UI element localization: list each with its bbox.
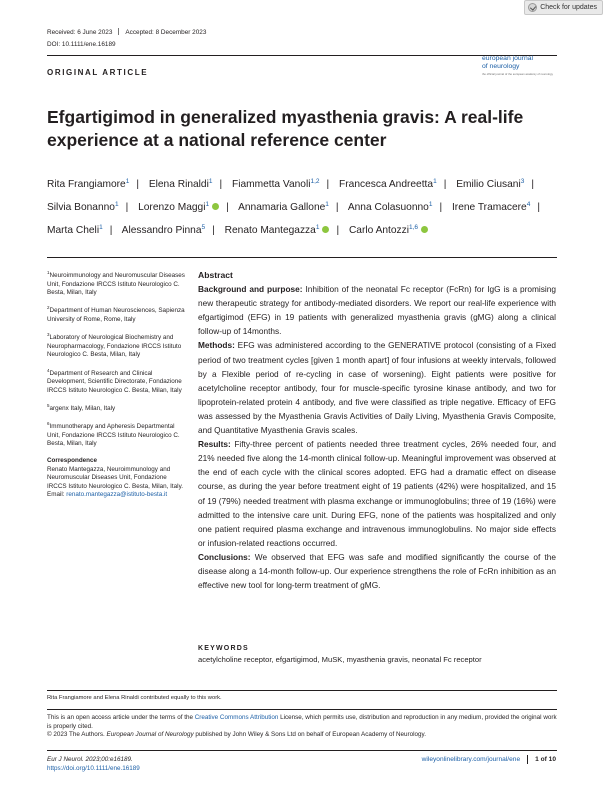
author-entry [122,225,222,236]
author-affiliation-sup[interactable]: 1 [208,178,213,185]
author-affiliation-sup[interactable]: 3 [520,178,525,185]
orcid-icon[interactable] [212,203,219,210]
author-name[interactable]: Irene Tramacere [451,202,527,213]
affiliation-number: 2 [47,305,50,311]
journal-name-line1: european journal [482,55,534,62]
equal-contribution-note: Rita Frangiamore and Elena Rinaldi contributed equally to this work. [47,695,222,701]
author-list [47,172,559,241]
received-date: Received: 6 June 2023 [47,29,113,36]
abstract-section-label: Results: [198,439,231,450]
affiliation-number: 4 [47,367,50,373]
author-affiliation-sup[interactable]: 5 [201,224,206,231]
license-pre: This is an open access article under the terms of the [47,714,195,721]
footer-right [422,755,556,764]
author-name[interactable]: Silvia Bonanno [47,202,115,213]
journal-tagline: the official journal of the european academy of neurology [482,73,553,76]
author-name[interactable]: Rita Frangiamore [47,179,126,190]
author-entry [225,225,346,236]
author-entry [149,179,229,190]
license-post: License, which permits use, distribution and reproduction in any medium, provided the original work is properly cited. [47,714,557,730]
author-separator: | [219,179,223,190]
affiliation-item [47,331,185,360]
author-separator: | [125,202,129,213]
journal-site-link[interactable]: wileyonlinelibrary.com/journal/ene [421,756,521,763]
license-note [47,714,562,740]
author-affiliation-sup[interactable]: 1 [125,178,130,185]
affiliation-item [47,367,185,396]
author-affiliation-sup[interactable]: 1 [315,224,320,231]
author-name[interactable]: Elena Rinaldi [148,179,209,190]
author-affiliation-sup[interactable]: 1 [205,201,210,208]
copyright-pre: © 2023 The Authors. [47,731,107,739]
abstract-section [198,282,556,338]
affiliation-number: 5 [47,402,50,408]
abstract-section [198,437,556,550]
affiliation-item [47,420,185,449]
keywords-heading: KEYWORDS [198,645,249,652]
abstract-sections [198,282,556,592]
doi-header[interactable]: DOI: 10.1111/ene.16189 [47,41,116,48]
affiliation-item [47,402,185,414]
author-affiliation-sup[interactable]: 1 [433,178,437,185]
author-entry [232,179,336,190]
check-for-updates-label: Check for updates [540,4,597,11]
author-separator: | [136,179,139,190]
author-affiliation-sup[interactable]: 4 [526,201,531,208]
affiliation-item [47,269,185,298]
author-separator: | [443,179,447,190]
abstract-heading: Abstract [198,270,233,280]
author-affiliation-sup[interactable]: 1,2 [310,178,320,185]
license-link[interactable]: Creative Commons Attribution [194,714,279,721]
footer-rule-1 [47,690,557,691]
abstract-section-text: Inhibition of the neonatal Fc receptor (FcRn) for IgG is a promising new therapeutic strategy for antibody-mediated disorders. We report our real-life experience with efgartigimod (EFG) in 19 patients with generalized myasthenia gravis (gMG) along a clinical follow-up of 14months. [198,284,556,337]
affiliation-text: Laboratory of Neurological Biochemistry and Neuropharmacology, Fondazione IRCCS Istituto Neurologico C. Besta, Milan, Italy [47,334,182,359]
orcid-icon[interactable] [421,226,428,233]
email-label: Email: [47,491,65,499]
author-name[interactable]: Carlo Antozzi [348,225,409,236]
citation-block [47,756,140,773]
abstract-section-label: Methods: [198,340,235,351]
author-separator: | [335,202,339,213]
affiliation-text: argenx Italy, Milan, Italy [49,405,116,412]
abstract [198,268,556,592]
article-type: ORIGINAL ARTICLE [47,68,149,77]
author-entry [47,202,135,213]
author-name[interactable]: Alessandro Pinna [121,225,202,236]
author-entry [339,179,453,190]
authors-rule [47,257,557,258]
journal-logo[interactable] [482,55,553,79]
correspondence-email-line [47,491,185,500]
header-rule [47,55,557,56]
affiliation-number: 6 [47,421,50,427]
affiliation-number: 3 [47,332,50,338]
article-title: Efgartigimod in generalized myasthenia gravis: A real-life experience at a national reference center [47,107,524,150]
author-name[interactable]: Fiammetta Vanoli [231,179,311,190]
affiliation-list [47,269,185,449]
author-name[interactable]: Renato Mantegazza [224,225,316,236]
footer-divider [527,755,528,764]
author-entry [47,179,146,190]
author-entry [47,225,119,236]
author-entry [452,202,547,213]
correspondence-heading: Correspondence [47,456,98,464]
abstract-section-text: EFG was administered according to the GENERATIVE protocol (consisting of a Fixed period of two treatment cycles [given 1 month apart] of four infusions at weekly intervals, followed by a Flexible period of re-cycling in case of worsening). Eight patients were positive for acetylcholine receptor antibody, four for muscle-specific tyrosine kinase antibody, and two for lipoprotein-related protein 4 antibody, and five were classified as triple negative. Efficacy of EFG was assessed by the Myasthenia Gravis Activities of Daily Living, Myasthenia Gravis Composite, and Quantitative Myasthenia Gravis scales. [198,340,556,436]
author-affiliation-sup[interactable]: 1 [325,201,329,208]
author-entry [348,202,449,213]
author-name[interactable]: Anna Colasuonno [347,202,429,213]
author-name[interactable]: Annamaria Gallone [238,202,326,213]
author-separator: | [212,225,215,236]
abstract-section [198,550,556,592]
author-separator: | [537,202,540,213]
author-affiliation-sup[interactable]: 1 [114,201,119,208]
abstract-section-text: Fifty-three percent of patients needed three treatment cycles, 26% needed four, and 21% needed five along the 14-month clinical follow-up. Meaningful improvement was observed at the end of each cycle with the clinical scores adopted. EFG had a dramatic effect on disease course, as during the year before treatment eight of 19 patients (42%) were hospitalized, and 15 of 19 (79%) needed treatment with plasma exchange or immunoglobulins; three of 19 (16%) were admitted to the intensive care unit. During EFG, none of the patients was hospitalized and only one patient required plasma exchange and intravenous immunoglobulins. No major side effects or infusion-related reactions occurred. [198,439,556,548]
page-number: 1 of 10 [535,756,556,763]
affiliation-text: Department of Research and Clinical Development, Scientific Directorate, Fondazione IRCCS Istituto Neurologico C. Besta, Milan, Italy [47,369,182,394]
author-affiliation-sup[interactable]: 1,6 [408,224,419,231]
author-entry [138,202,236,213]
author-separator: | [439,202,443,213]
author-name[interactable]: Emilio Ciusani [456,179,521,190]
author-separator: | [226,202,229,213]
check-for-updates-button[interactable] [524,0,603,15]
copyright-journal: European Journal of Neurology [106,731,194,739]
doi-footer-link[interactable]: https://doi.org/10.1111/ene.16189 [47,764,140,772]
affiliation-text: Neuroimmunology and Neuromuscular Diseases Unit, Fondazione IRCCS Istituto Neurologico C. Besta, Milan, Italy [47,272,185,297]
date-divider [118,28,119,35]
author-separator: | [326,179,330,190]
accepted-date: Accepted: 8 December 2023 [125,29,207,36]
affiliation-item [47,304,185,324]
citation-text: Eur J Neurol. 2023;00:e16189. [47,756,133,763]
abstract-section-label: Conclusions: [198,551,251,562]
author-name[interactable]: Lorenzo Maggi [138,202,206,213]
author-entry [456,179,541,190]
journal-name-line2: of neurology [482,62,520,70]
author-entry [349,225,428,236]
author-affiliation-sup[interactable]: 1 [428,201,433,208]
affiliation-text: Immunotherapy and Apheresis Departmental Unit, Fondazione IRCCS Istituto Neurologico C. Besta, Milan, Italy [47,423,180,448]
check-update-icon [528,3,537,12]
article-dates [47,28,206,36]
author-affiliation-sup[interactable]: 1 [99,224,103,231]
correspondence-text: Renato Mantegazza, Neuroimmunology and Neuromuscular Diseases Unit, Fondazione IRCCS Istituto Neurologico C. Besta, Milan, Italy. [47,465,184,490]
author-name[interactable]: Francesca Andreetta [339,179,434,190]
author-entry [238,202,346,213]
affiliations-column [47,269,185,500]
abstract-section-label: Background and purpose: [198,284,303,295]
orcid-icon[interactable] [322,226,329,233]
footer-rule-3 [47,750,557,751]
affiliation-number: 1 [47,270,50,275]
abstract-section-text: We observed that EFG was safe and modified significantly the course of the disease along a 14-month follow-up. Our experience strengthens the role of FcRn inhibition as an effective new tool for long-term treatment of gMG. [198,551,556,591]
footer-rule-2 [47,709,557,710]
author-separator: | [531,179,535,190]
author-separator: | [336,225,340,236]
author-name[interactable]: Marta Cheli [47,225,100,236]
correspondence-email-link[interactable]: renato.mantegazza@istituto-besta.it [66,491,168,499]
copyright-post: published by John Wiley & Sons Ltd on behalf of European Academy of Neurology. [193,731,426,739]
author-separator: | [109,225,113,236]
keywords-text: acetylcholine receptor, efgartigimod, MuSK, myasthenia gravis, neonatal Fc receptor [198,655,482,664]
affiliation-text: Department of Human Neurosciences, Sapienza University of Rome, Rome, Italy [47,307,185,324]
abstract-section [198,338,556,437]
